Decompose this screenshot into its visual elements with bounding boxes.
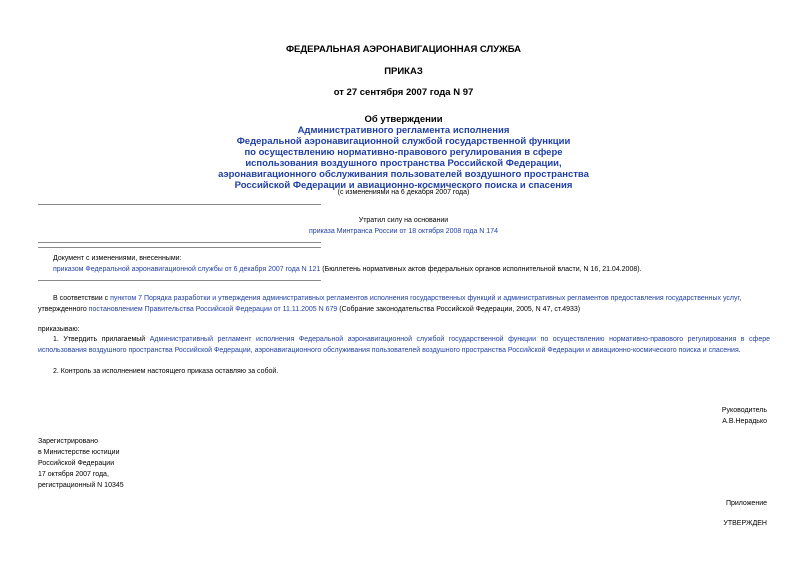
order-item-2: 2. Контроль за исполнением настоящего приказа оставляю за собой. — [53, 368, 279, 375]
changes-order-link[interactable]: приказом Федеральной аэронавигационной службы от 6 декабря 2007 года N 121 — [53, 266, 321, 273]
document-title — [0, 114, 807, 191]
doc-type: ПРИКАЗ — [384, 66, 423, 77]
registration-line: в Министерстве юстиции — [38, 449, 120, 456]
divider — [38, 247, 321, 248]
doc-date-number: от 27 сентября 2007 года N 97 — [333, 87, 474, 98]
signature-role: Руководитель — [721, 407, 767, 414]
item1-end: . — [738, 347, 741, 354]
agency-name: ФЕДЕРАЛЬНАЯ АЭРОНАВИГАЦИОННАЯ СЛУЖБА — [285, 44, 522, 55]
item1-start: 1. Утвердить прилагаемый — [53, 336, 150, 343]
title-link-line-3[interactable]: использования воздушного пространства Российской Федерации, — [245, 158, 562, 169]
changes-label: Документ с изменениями, внесенными: — [53, 255, 182, 262]
signature-name: А.В.Нерадько — [722, 418, 767, 425]
registration-line: регистрационный N 10345 — [38, 482, 124, 489]
changes-text — [53, 264, 642, 275]
changes-bulletin: (Бюллетень нормативных актов федеральных органов исполнительной власти, N 16, 21.04.2008). — [320, 266, 642, 273]
title-link-line-5[interactable]: Российской Федерации и авиационно-космического поиска и спасения — [234, 180, 573, 191]
invalid-label: Утратил силу на основании — [358, 217, 449, 224]
invalid-order-link[interactable]: приказа Минтранса России от 18 октября 2008 года N 174 — [309, 228, 498, 235]
divider — [38, 242, 321, 243]
registration-line: Российской Федерации — [38, 460, 115, 467]
approved-label: УТВЕРЖДЕН — [723, 520, 767, 527]
title-link-line-2[interactable]: по осуществлению нормативно-правового регулирования в сфере — [244, 147, 563, 158]
procedure-point7-link[interactable]: пунктом 7 Порядка разработки и утверждения административных регламентов исполнения государственных функций и административных регламентов предоставления государственных услуг — [110, 295, 740, 302]
title-link-line-1[interactable]: Федеральной аэронавигационной службой государственной функции — [236, 136, 571, 147]
title-prefix: Об утверждении — [364, 114, 443, 125]
invalid-link-row — [0, 226, 807, 237]
government-resolution-link[interactable]: постановлением Правительства Российской Федерации от 11.11.2005 N 679 — [88, 306, 338, 313]
order-item-1 — [38, 334, 770, 356]
order-word: приказываю: — [38, 326, 80, 333]
registration-line: 17 октября 2007 года, — [38, 471, 109, 478]
divider — [38, 280, 321, 281]
preamble-start: В соответствии с — [53, 295, 111, 302]
preamble-mid: , утвержденного — [38, 295, 742, 313]
registration-line: Зарегистрировано — [38, 438, 98, 445]
registration-block — [38, 436, 124, 491]
preamble-paragraph — [38, 293, 770, 315]
title-link-line-0[interactable]: Административного регламента исполнения — [297, 125, 510, 136]
appendix-label: Приложение — [725, 500, 767, 507]
preamble-end: (Собрание законодательства Российской Федерации, 2005, N 47, ст.4933) — [337, 306, 581, 313]
divider — [38, 204, 321, 205]
amendment-note: (с изменениями на 6 декабря 2007 года) — [337, 189, 470, 196]
title-link-line-4[interactable]: аэронавигационного обслуживания пользователей воздушного пространства — [218, 169, 589, 180]
regulation-link[interactable]: Административный регламент исполнения Федеральной аэронавигационной службой государственной функции по осуществлению нормативно-правового регулирования в сфере использования воздушного пространства Российской Федерации, аэронавигационного обслуживания пользователей воздушного пространства Российской Федерации и авиационно-космического поиска и спасения — [38, 336, 770, 354]
